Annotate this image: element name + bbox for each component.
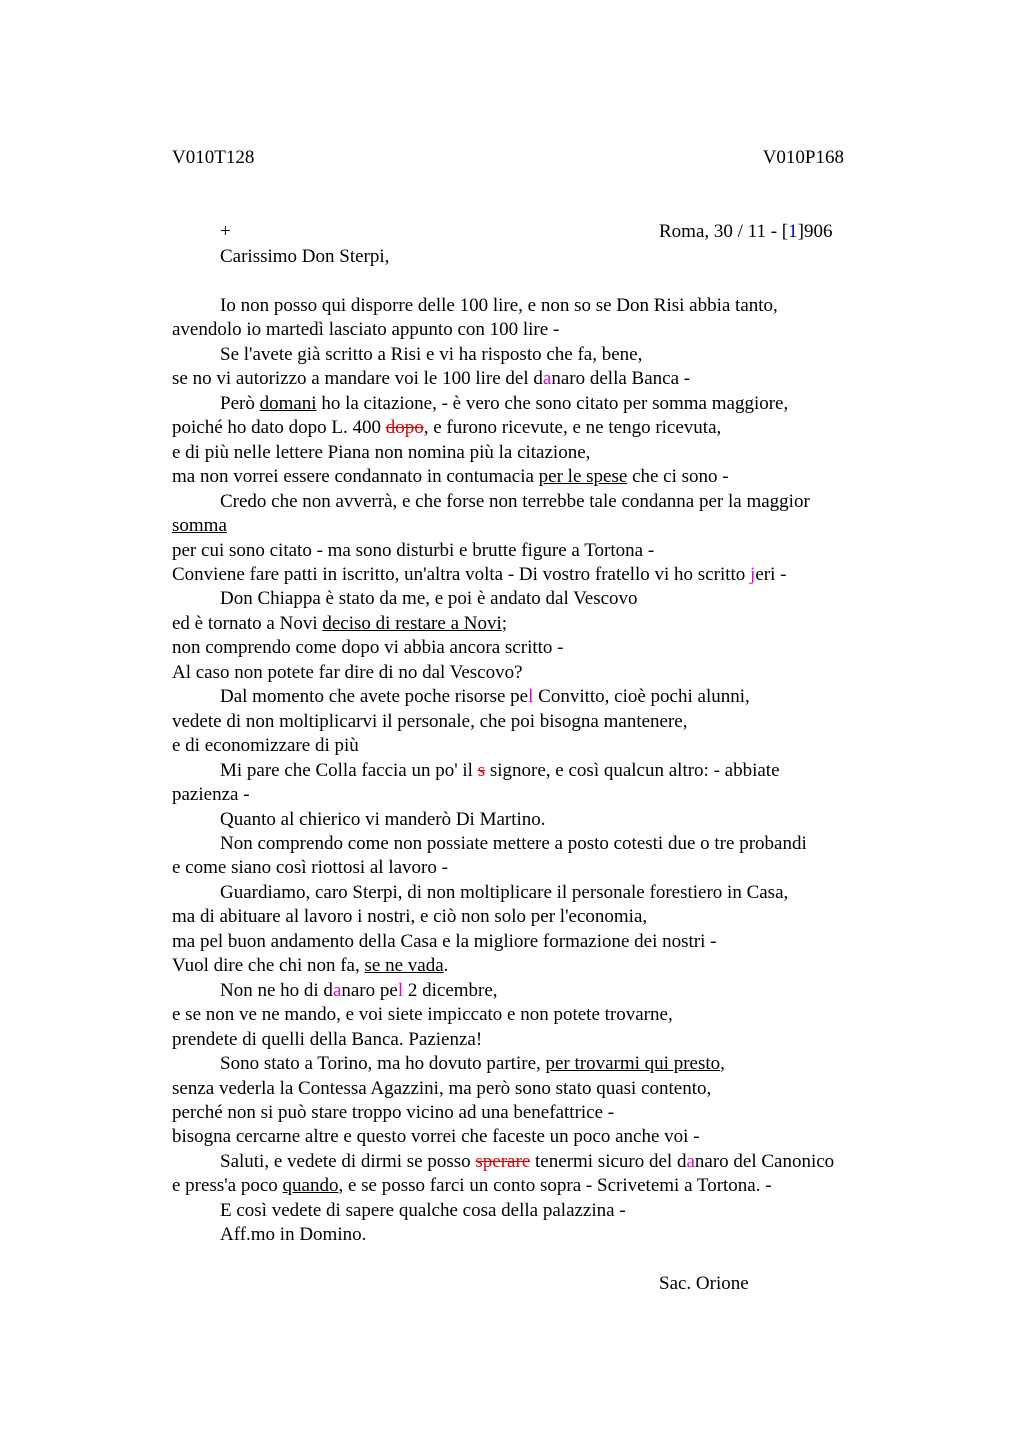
underlined-text: somma xyxy=(172,515,227,537)
deleted-text: s xyxy=(477,759,486,781)
text-line: Conviene fare patti in iscritto, un'altra volta - Di vostro fratello vi ho scritto jeri - xyxy=(172,563,787,585)
deleted-text: dopo xyxy=(385,417,424,439)
text-line: ma di abituare al lavoro i nostri, e ciò non solo per l'economia, xyxy=(172,906,648,928)
text-line: Mi pare che Colla faccia un po' il s signore, e così qualcun altro: - abbiate xyxy=(220,759,780,781)
text-line: se no vi autorizzo a mandare voi le 100 lire del danaro della Banca - xyxy=(172,368,691,390)
deleted-text: sperare xyxy=(475,1150,531,1172)
signature: Sac. Orione xyxy=(659,1273,749,1294)
inserted-letter: a xyxy=(686,1150,695,1172)
document-code-right: V010P168 xyxy=(762,147,844,168)
text-line: Sono stato a Torino, ma ho dovuto partire, per trovarmi qui presto, xyxy=(220,1053,725,1075)
salutation: Carissimo Don Sterpi, xyxy=(220,246,390,267)
text-line: Saluti, e vedete di dirmi se posso sperare tenermi sicuro del danaro del Canonico xyxy=(220,1150,835,1172)
text-line: e press'a poco quando, e se posso farci un conto sopra - Scrivetemi a Tortona. - xyxy=(172,1175,772,1197)
underlined-text: quando xyxy=(282,1175,339,1197)
text-line xyxy=(172,514,902,538)
editorial-insert: 1 xyxy=(788,221,798,242)
text-line: Guardiamo, caro Sterpi, di non moltiplicare il personale forestiero in Casa, xyxy=(220,881,789,903)
underlined-text: se ne vada xyxy=(364,955,444,977)
underlined-text: deciso di restare a Novi xyxy=(322,612,502,634)
text-line: Al caso non potete far dire di no dal Vescovo? xyxy=(172,661,523,683)
inserted-letter: j xyxy=(750,563,756,585)
inserted-letter: l xyxy=(397,979,404,1001)
text-line: avendolo io martedì lasciato appunto con 100 lire - xyxy=(172,319,560,341)
underlined-text: per le spese xyxy=(538,466,628,488)
inserted-letter: a xyxy=(332,979,342,1001)
letter-body xyxy=(172,294,902,1248)
text-line: senza vederla la Contessa Agazzini, ma però sono stato quasi contento, xyxy=(172,1077,712,1099)
document-code-left: V010T128 xyxy=(172,147,255,168)
text-line: Però domani ho la citazione, - è vero che sono citato per somma maggiore, xyxy=(220,392,789,414)
text-line: Don Chiappa è stato da me, e poi è andato dal Vescovo xyxy=(220,588,638,610)
text-line: e di più nelle lettere Piana non nomina più la citazione, xyxy=(172,441,591,463)
text-line: Non comprendo come non possiate mettere a posto cotesti due o tre probandi xyxy=(220,832,807,854)
text-line: Se l'avete già scritto a Risi e vi ha risposto che fa, bene, xyxy=(220,343,643,365)
inserted-letter: l xyxy=(528,686,534,708)
text-line: e di economizzare di più xyxy=(172,735,359,757)
text-line: perché non si può stare troppo vicino ad una benefattrice - xyxy=(172,1101,615,1123)
text-line: per cui sono citato - ma sono disturbi e brutte figure a Tortona - xyxy=(172,539,655,561)
text-line: e se non ve ne mando, e voi siete impiccato e non potete trovarne, xyxy=(172,1004,673,1026)
text-line: prendete di quelli della Banca. Pazienza! xyxy=(172,1028,483,1050)
text-line: non comprendo come dopo vi abbia ancora scritto - xyxy=(172,637,564,659)
letter-date: Roma, 30 / 11 - [1]906 xyxy=(659,221,833,242)
text-line: poiché ho dato dopo L. 400 dopo, e furono ricevute, e ne tengo ricevuta, xyxy=(172,417,722,439)
text-line: pazienza - xyxy=(172,784,250,806)
text-line: Dal momento che avete poche risorse pel Convitto, cioè pochi alunni, xyxy=(220,686,750,708)
inserted-letter: a xyxy=(542,368,552,390)
cross-symbol: + xyxy=(220,221,231,242)
text-line: Io non posso qui disporre delle 100 lire, e non so se Don Risi abbia tanto, xyxy=(220,295,778,316)
text-line: ma pel buon andamento della Casa e la migliore formazione dei nostri - xyxy=(172,930,717,952)
underlined-text: domani xyxy=(259,392,317,414)
text-line: Vuol dire che chi non fa, se ne vada. xyxy=(172,955,449,977)
text-line: Quanto al chierico vi manderò Di Martino. xyxy=(220,808,546,830)
closing-line: Aff.mo in Domino. xyxy=(220,1224,367,1246)
text-line: ed è tornato a Novi deciso di restare a Novi; xyxy=(172,612,508,634)
text-line: bisogna cercarne altre e questo vorrei che faceste un poco anche voi - xyxy=(172,1126,700,1148)
text-line: ma non vorrei essere condannato in contumacia per le spese che ci sono - xyxy=(172,466,729,488)
text-line: e come siano così riottosi al lavoro - xyxy=(172,857,448,879)
text-line: Non ne ho di danaro pel 2 dicembre, xyxy=(220,979,498,1001)
underlined-text: per trovarmi qui presto xyxy=(545,1053,721,1075)
text-line: vedete di non moltiplicarvi il personale, che poi bisogna mantenere, xyxy=(172,710,688,732)
text-line: Credo che non avverrà, e che forse non terrebbe tale condanna per la maggior xyxy=(220,490,810,512)
text-line: E così vedete di sapere qualche cosa della palazzina - xyxy=(220,1199,626,1221)
